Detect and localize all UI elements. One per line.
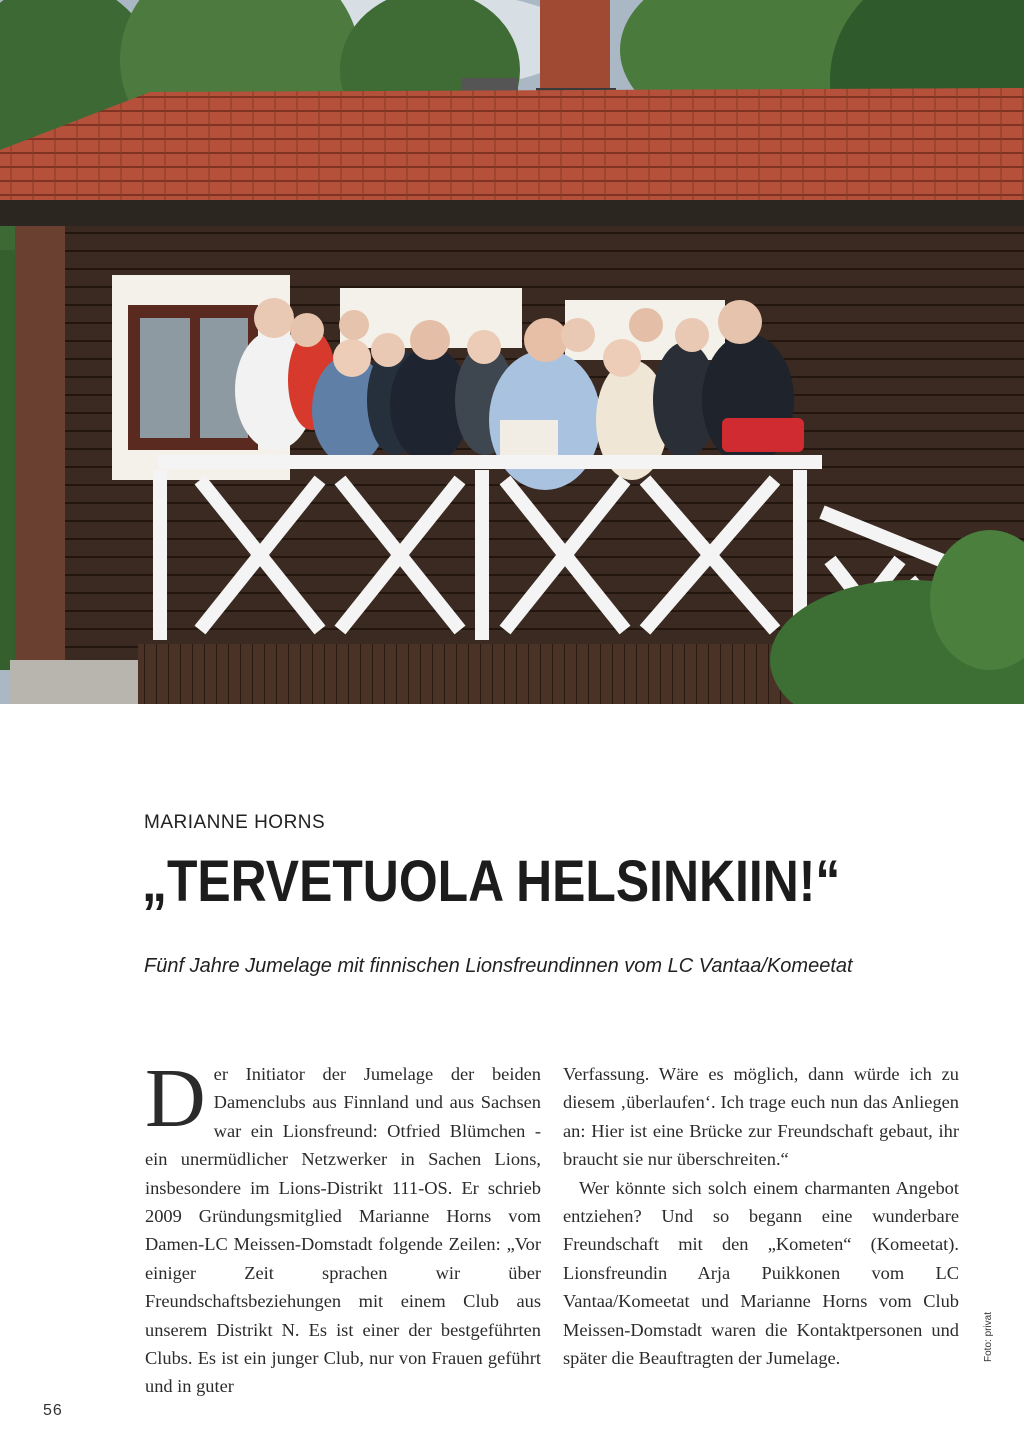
column-1-text: er Initiator der Jumelage der beiden Damenclubs aus Finnland und aus Sachsen war ein Lionsfreund: Otfried Blümchen - ein unermüdlicher Netzwerker in Sachen Lions, insbesondere im Lions-Distrikt 111-OS. Er schrieb 2009 Gründungsmitglied Marianne Horns vom Damen-LC Meissen-Domstadt folgende Zeilen: „Vor einiger Zeit sprachen wir über Freundschaftsbeziehungen mit einem Club aus unserem Distrikt N. Es ist einer der bestgeführten Clubs. Es ist ein junger Club, nur von Frauen geführt und in guter [145, 1064, 541, 1397]
column-2-paragraph-2: Wer könnte sich solch einem charmanten Angebot entziehen? Und so begann eine wunderbare Freundschaft mit den „Kometen“ (Komeetat). Lionsfreundin Arja Puikkonen vom LC Vantaa/Komeetat und Marianne Horns vom Club Meissen-Domstadt waren die Kontaktpersonen und später die Beauftragten der Jumelage. [563, 1177, 959, 1369]
header-photo [0, 0, 1024, 704]
house-group-photo [0, 0, 1024, 704]
drop-cap: D [145, 1052, 206, 1145]
photo-credit: Foto: privat [983, 1311, 994, 1362]
article-column-2 [563, 1060, 959, 1372]
column-2-paragraph-1: Verfassung. Wäre es möglich, dann würde ich zu diesem ‚überlaufen‘. Ich trage euch nun das Anliegen an: Hier ist eine Brücke zur Freundschaft gebaut, ihr braucht sie nur überschreiten.“ [563, 1064, 959, 1170]
article-column-1 [145, 1052, 541, 1401]
page-number: 56 [43, 1402, 63, 1419]
article-subtitle: Fünf Jahre Jumelage mit finnischen Lionsfreundinnen vom LC Vantaa/Komeetat [144, 955, 853, 977]
author-name: MARIANNE HORNS [144, 812, 326, 833]
article-headline: „TERVETUOLA HELSINKIIN!“ [142, 849, 841, 914]
